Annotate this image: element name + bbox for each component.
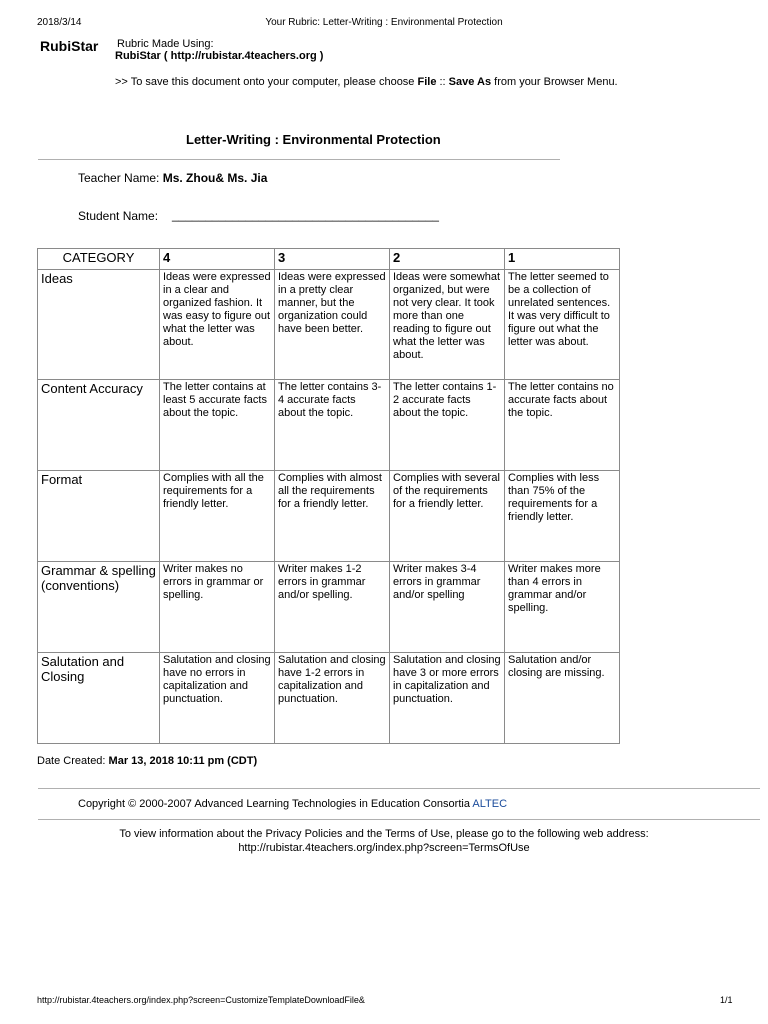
table-cell: Writer makes 1-2 errors in grammar and/or spelling.: [275, 562, 390, 653]
file-menu-label: File: [417, 76, 437, 88]
table-cell: Ideas were somewhat organized, but were not very clear. It took more than one reading to figure out what the letter was about.: [390, 270, 505, 380]
save-as-label: Save As: [448, 76, 492, 88]
rubric-title: Letter-Writing : Environmental Protection: [186, 132, 441, 147]
table-cell: Complies with all the requirements for a friendly letter.: [160, 471, 275, 562]
header-score-2: 2: [390, 249, 505, 270]
table-header-row: [38, 249, 620, 270]
category-cell: Content Accuracy: [38, 380, 160, 471]
save-note-sep: ::: [436, 76, 449, 88]
teacher-row: [78, 171, 267, 185]
table-cell: Ideas were expressed in a pretty clear manner, but the organization could have been better.: [275, 270, 390, 380]
table-cell: Complies with several of the requirements for a friendly letter.: [390, 471, 505, 562]
teacher-name: Ms. Zhou& Ms. Jia: [162, 171, 268, 185]
print-page-number: 1/1: [720, 995, 733, 1005]
table-cell: The letter contains 1-2 accurate facts about the topic.: [390, 380, 505, 471]
copyright-text: Copyright © 2000-2007 Advanced Learning Technologies in Education Consortia: [78, 798, 470, 810]
header-category: CATEGORY: [38, 249, 160, 270]
copyright-row: [78, 798, 507, 810]
table-cell: Writer makes 3-4 errors in grammar and/or spelling: [390, 562, 505, 653]
altec-link[interactable]: ALTEC: [472, 798, 508, 810]
table-row: [38, 562, 620, 653]
table-cell: Salutation and/or closing are missing.: [505, 653, 620, 744]
table-row: [38, 270, 620, 380]
table-row: [38, 471, 620, 562]
footer-divider-bottom: [38, 819, 760, 820]
date-created-label: Date Created:: [37, 755, 106, 767]
header-score-1: 1: [505, 249, 620, 270]
table-cell: Complies with less than 75% of the requirements for a friendly letter.: [505, 471, 620, 562]
header-score-4: 4: [160, 249, 275, 270]
save-note: [115, 76, 618, 88]
table-cell: Writer makes no errors in grammar or spelling.: [160, 562, 275, 653]
made-using-label: Rubric Made Using:: [117, 38, 214, 50]
table-cell: Complies with almost all the requirements for a friendly letter.: [275, 471, 390, 562]
save-note-suffix: from your Browser Menu.: [491, 76, 618, 88]
table-cell: Ideas were expressed in a clear and organized fashion. It was easy to figure out what the letter was about.: [160, 270, 275, 380]
table-cell: The letter contains no accurate facts about the topic.: [505, 380, 620, 471]
table-cell: Salutation and closing have no errors in capitalization and punctuation.: [160, 653, 275, 744]
date-created-row: [37, 755, 257, 767]
rubistar-link[interactable]: RubiStar ( http://rubistar.4teachers.org ): [115, 50, 324, 62]
save-note-prefix: >> To save this document onto your computer, please choose: [115, 76, 418, 88]
title-divider: [38, 159, 560, 160]
print-title: Your Rubric: Letter-Writing : Environmental Protection: [265, 17, 503, 28]
date-created-value: Mar 13, 2018 10:11 pm (CDT): [108, 755, 258, 767]
category-cell: Grammar & spelling (conventions): [38, 562, 160, 653]
table-cell: Writer makes more than 4 errors in grammar and/or spelling.: [505, 562, 620, 653]
terms-of-use-url[interactable]: http://rubistar.4teachers.org/index.php?screen=TermsOfUse: [238, 842, 530, 854]
table-row: [38, 380, 620, 471]
rubric-table: [37, 248, 620, 744]
table-cell: Salutation and closing have 3 or more errors in capitalization and punctuation.: [390, 653, 505, 744]
table-row: [38, 653, 620, 744]
table-cell: The letter seemed to be a collection of unrelated sentences. It was very difficult to figure out what the letter was about.: [505, 270, 620, 380]
student-label: Student Name:: [78, 209, 159, 223]
category-cell: Ideas: [38, 270, 160, 380]
header-score-3: 3: [275, 249, 390, 270]
rubistar-logo: RubiStar: [40, 38, 99, 54]
privacy-note: To view information about the Privacy Policies and the Terms of Use, please go to the following web address:: [119, 828, 649, 840]
print-date: 2018/3/14: [37, 17, 82, 28]
student-name-blank: ________________________________________: [172, 208, 439, 222]
table-cell: The letter contains 3-4 accurate facts about the topic.: [275, 380, 390, 471]
category-cell: Format: [38, 471, 160, 562]
footer-divider-top: [38, 788, 760, 789]
table-cell: The letter contains at least 5 accurate facts about the topic.: [160, 380, 275, 471]
table-cell: Salutation and closing have 1-2 errors in capitalization and punctuation.: [275, 653, 390, 744]
teacher-label: Teacher Name:: [78, 171, 160, 185]
category-cell: Salutation and Closing: [38, 653, 160, 744]
print-footer-url: http://rubistar.4teachers.org/index.php?screen=CustomizeTemplateDownloadFile&: [37, 995, 365, 1005]
